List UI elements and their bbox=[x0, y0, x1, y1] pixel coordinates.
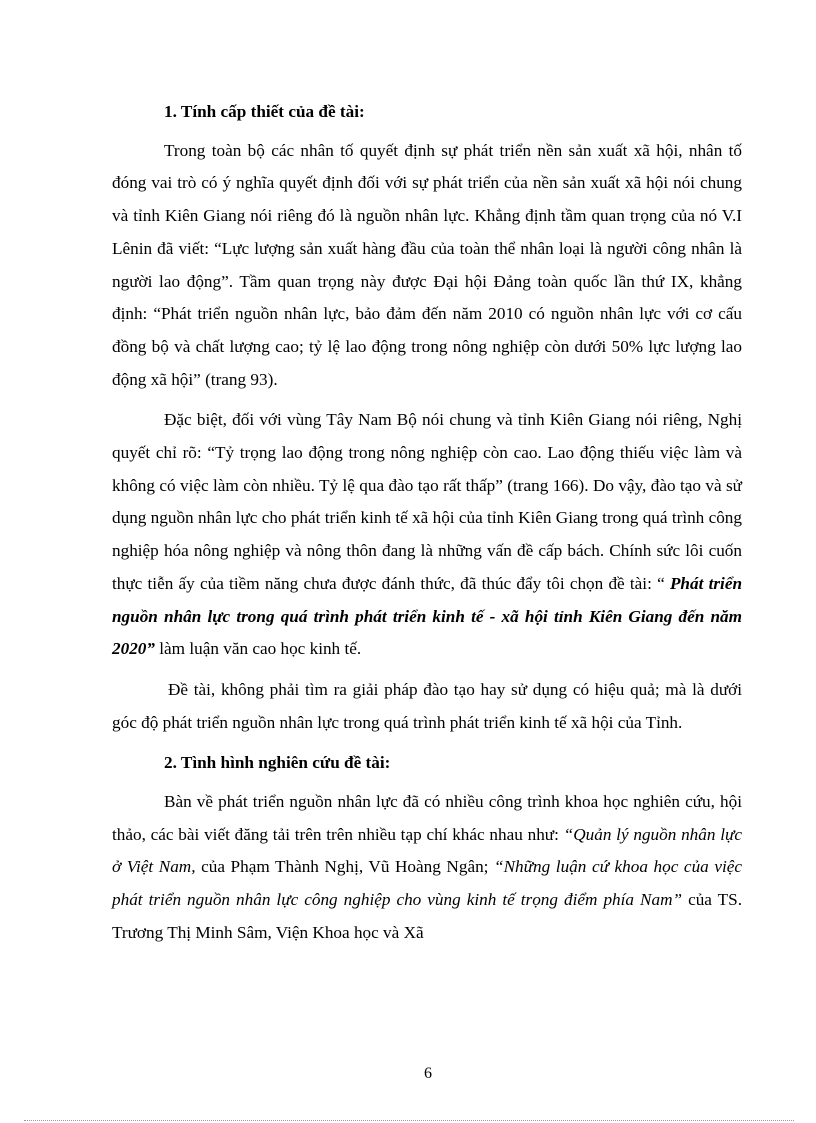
cited-work-author: của Phạm Thành Nghị, Vũ Hoàng Ngân; bbox=[195, 857, 495, 877]
section-2-paragraph-1 bbox=[112, 786, 742, 950]
section-2-heading: 2. Tình hình nghiên cứu đề tài: bbox=[164, 753, 391, 773]
section-1-paragraph-2 bbox=[112, 404, 742, 666]
cited-work-title: “Những luận cứ khoa học của việc phát triển nguồn nhân lực công nghiệp cho vùng kinh tế trọng điểm phía Nam” bbox=[112, 857, 742, 910]
section-1-paragraph-3: Đề tài, không phải tìm ra giải pháp đào tạo hay sử dụng có hiệu quả; mà là dưới góc độ phát triển nguồn nhân lực trong quá trình phát triển kinh tế xã hội của Tỉnh. bbox=[112, 679, 742, 732]
paragraph-text: Bàn về phát triển nguồn nhân lực đã có nhiều công trình khoa học nghiên cứu, hội thảo, các bài viết đăng tải trên trên nhiều tạp chí khác nhau như: bbox=[112, 792, 742, 844]
thesis-title: Phát triển nguồn nhân lực trong quá trình phát triển kinh tế - xã hội tỉnh Kiên Giang đến năm 2020” bbox=[112, 573, 743, 659]
page-bottom-divider bbox=[24, 1120, 794, 1121]
section-1-heading: 1. Tính cấp thiết của đề tài: bbox=[164, 102, 365, 121]
document-body bbox=[112, 96, 742, 958]
paragraph-2-ending: làm luận văn cao học kinh tế. bbox=[159, 639, 362, 659]
paragraph-2-text: Đặc biệt, đối với vùng Tây Nam Bộ nói chung và tỉnh Kiên Giang nói riêng, Nghị quyết chỉ rõ: “Tỷ trọng lao động trong nông nghiệp còn cao. Lao động thiếu việc làm và không có việc làm còn nhiều. Tỷ lệ qua đào tạo rất thấp” (trang 166). Do vậy, đào tạo và sử dụng nguồn nhân lực cho phát triển kinh tế xã hội của tỉnh Kiên Giang trong quá trình công nghiệp hóa nông nghiệp và nông thôn đang là những vấn đề cấp bách. Chính sức lôi cuốn thực tiễn ấy của tiềm năng chưa được đánh thức, đã thúc đẩy tôi chọn đề tài: “ bbox=[112, 410, 742, 593]
cited-work-author: của TS. Trương Thị Minh Sâm, Viện Khoa học và Xã bbox=[112, 890, 742, 942]
page-number: 6 bbox=[424, 1065, 432, 1082]
section-1-paragraph-1: Trong toàn bộ các nhân tố quyết định sự phát triển nền sản xuất xã hội, nhân tố đóng vai trò có ý nghĩa quyết định đối với sự phát triển của nền sản xuất xã hội nói chung và tỉnh Kiên Giang nói riêng đó là nguồn nhân lực. Khẳng định tầm quan trọng của nó V.I Lênin đã viết: “Lực lượng sản xuất hàng đầu của toàn thể nhân loại là người công nhân là người lao động”. Tầm quan trọng này được Đại hội Đảng toàn quốc lần thứ IX, khẳng định: “Phát triển nguồn nhân lực, bảo đảm đến năm 2010 có nguồn nhân lực với cơ cấu đồng bộ và chất lượng cao; tỷ lệ lao động trong nông nghiệp còn dưới 50% lực lượng lao động xã hội” (trang 93). bbox=[112, 140, 742, 389]
cited-work-title: “Quản lý nguồn nhân lực ở Việt Nam, bbox=[112, 824, 743, 877]
